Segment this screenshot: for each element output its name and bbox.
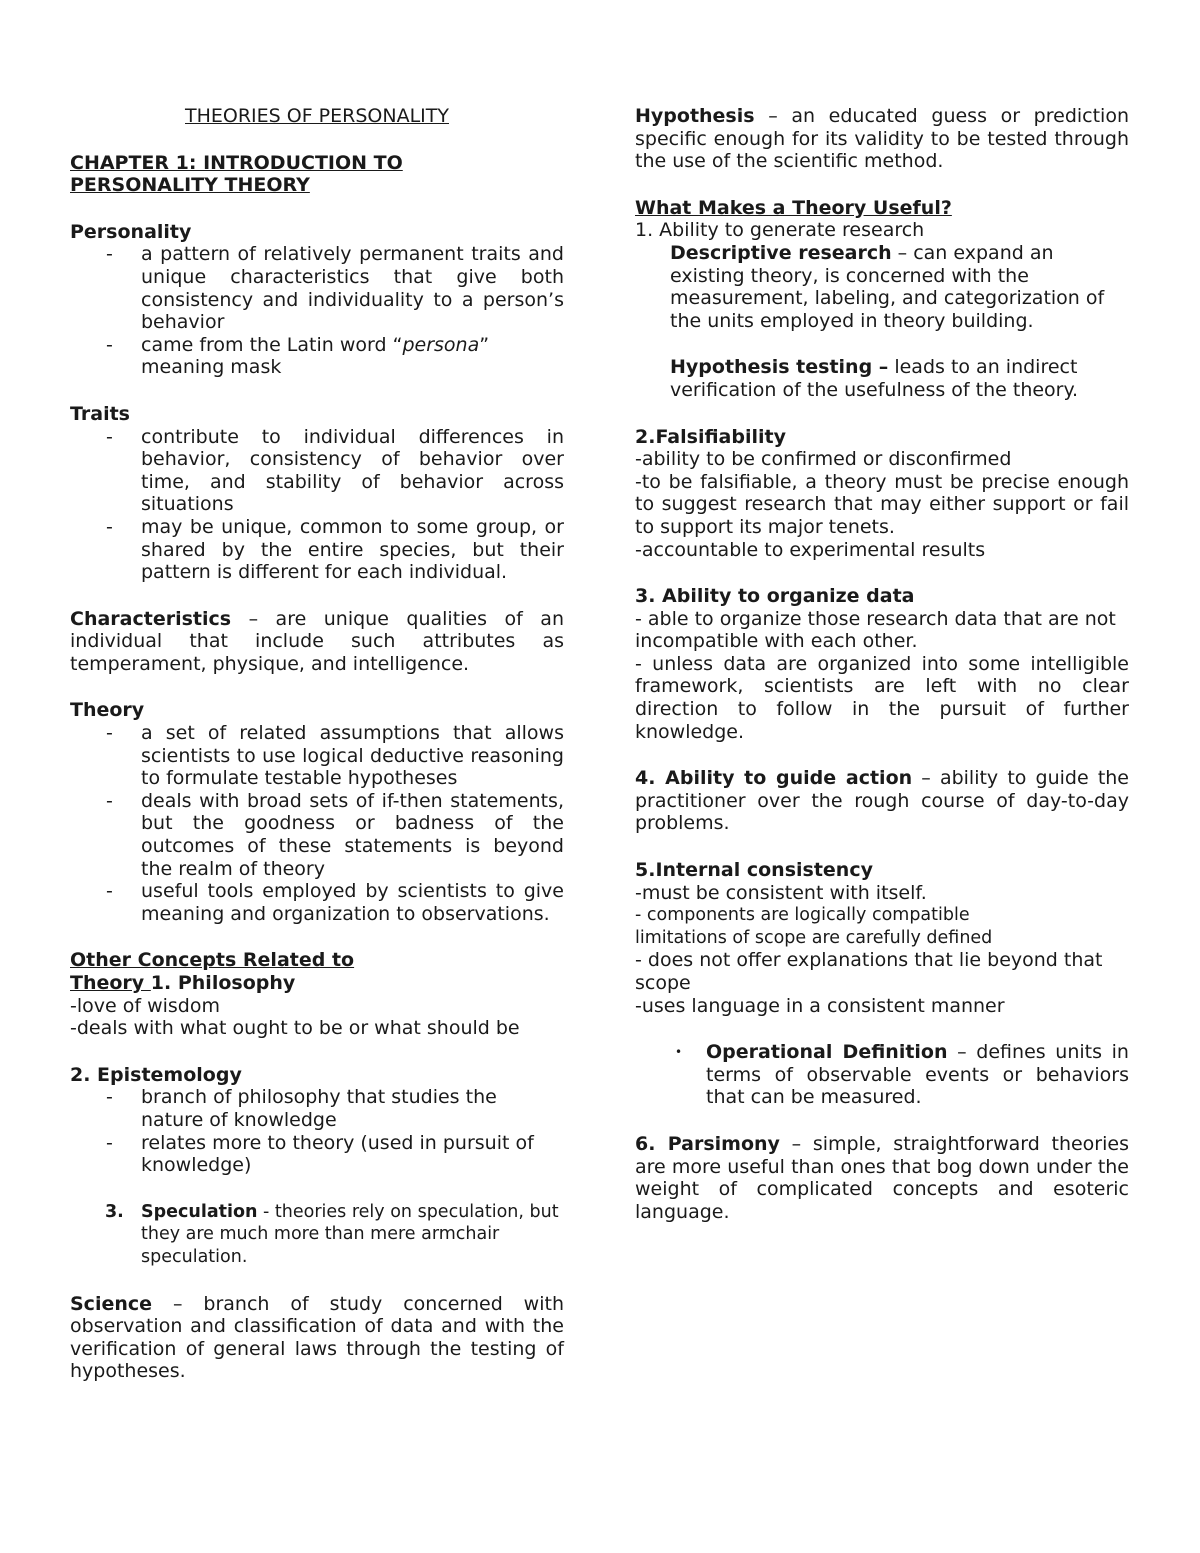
operational-term: Operational Definition xyxy=(706,1041,948,1064)
traits-list xyxy=(70,426,564,584)
parsimony: 6. Parsimony – simple, straightforward theories are more useful than ones that bog down under the weight of complicated concepts and esoteric language. xyxy=(635,1132,1129,1223)
operational-definition: • Operational Definition – defines units in terms of observable events or behaviors that can be measured. xyxy=(675,1041,1129,1109)
personality-list xyxy=(70,243,564,379)
internal-consistency-heading: 5.Internal consistency xyxy=(635,859,873,882)
theory-heading: Theory xyxy=(70,699,145,722)
chapter-heading-line1: CHAPTER 1: INTRODUCTION TO xyxy=(70,151,403,174)
organize-data-item: - able to organize those research data that are not incompatible with each other. xyxy=(635,607,1116,653)
falsifiability-item: -ability to be confirmed or disconfirmed xyxy=(635,448,1012,471)
list-item: - deals with broad sets of if-then statements, but the goodness or badness of the outcomes of these statements is beyond the realm of theory xyxy=(70,790,564,880)
philosophy-heading: 1. Philosophy xyxy=(150,972,296,994)
personality-heading: Personality xyxy=(70,220,192,243)
list-item: - came from the Latin word “persona” meaning mask xyxy=(70,334,564,379)
characteristics-term: Characteristics xyxy=(70,607,232,630)
descriptive-term: Descriptive research xyxy=(670,241,892,264)
bullet-icon: • xyxy=(675,1045,683,1060)
science-definition: Science – branch of study concerned with observation and classification of data and with the verification of general laws through the testing of hypotheses. xyxy=(70,1292,564,1383)
internal-consistency-item: - components are logically compatible xyxy=(635,905,970,926)
other-concepts-heading: Other Concepts Related to xyxy=(70,949,355,972)
traits-heading: Traits xyxy=(70,402,130,425)
useful-theory-heading: What Makes a Theory Useful? xyxy=(635,196,952,219)
list-item: - may be unique, common to some group, or shared by the entire species, but their pattern is different for each individual. xyxy=(70,516,564,584)
organize-data-item: - unless data are organized into some intelligible framework, scientists are left with no clear direction to follow in the pursuit of further knowledge. xyxy=(635,652,1129,743)
philosophy-item: -love of wisdom xyxy=(70,994,220,1017)
list-item: - contribute to individual differences in behavior, consistency of behavior over time, and stability of behavior across situations xyxy=(70,426,564,516)
hypothesis-definition: Hypothesis – an educated guess or prediction specific enough for its validity to be tested through the use of the scientific method. xyxy=(635,105,1129,173)
falsifiability-item: -accountable to experimental results xyxy=(635,538,986,561)
list-item: - branch of philosophy that studies the nature of knowledge xyxy=(70,1086,564,1131)
falsifiability-heading: 2.Falsifiability xyxy=(635,425,786,448)
theory-list xyxy=(70,722,564,925)
internal-consistency-item: -must be consistent with itself. xyxy=(635,881,927,904)
document-title: THEORIES OF PERSONALITY xyxy=(185,105,449,127)
organize-data-heading: 3. Ability to organize data xyxy=(635,585,915,608)
epistemology-heading: 2. Epistemology xyxy=(70,1063,242,1086)
ability-generate-research: 1. Ability to generate research xyxy=(635,219,925,242)
other-concepts-line2: Theory 1. Philosophy xyxy=(70,972,296,994)
parsimony-term: 6. Parsimony xyxy=(635,1132,780,1155)
hypothesis-term: Hypothesis xyxy=(635,105,755,127)
guide-action-term: 4. Ability to guide action xyxy=(635,767,913,790)
internal-consistency-item: limitations of scope are carefully defined xyxy=(635,927,993,948)
left-column xyxy=(70,105,564,1383)
philosophy-item: -deals with what ought to be or what should be xyxy=(70,1017,520,1040)
chapter-heading-line2: PERSONALITY THEORY xyxy=(70,174,310,197)
internal-consistency-item: -uses language in a consistent manner xyxy=(635,994,1005,1017)
characteristics-definition: Characteristics – are unique qualities of an individual that include such attributes as temperament, physique, and intelligence. xyxy=(70,607,564,675)
speculation-item: 3. Speculation - theories rely on speculation, but they are much more than mere armchair speculation. xyxy=(105,1201,559,1267)
hypothesis-testing-term: Hypothesis testing – xyxy=(670,356,889,379)
list-item: - relates more to theory (used in pursuit of knowledge) xyxy=(70,1132,564,1177)
internal-consistency-item: - does not offer explanations that lie beyond that scope xyxy=(635,949,1103,994)
falsifiability-item: -to be falsifiable, a theory must be precise enough to suggest research that may either support or fail to support its major tenets. xyxy=(635,470,1129,538)
speculation-term: Speculation xyxy=(141,1201,258,1222)
epistemology-list xyxy=(70,1086,564,1176)
list-item: - a set of related assumptions that allows scientists to use logical deductive reasoning to formulate testable hypotheses xyxy=(70,722,564,790)
list-item: - a pattern of relatively permanent traits and unique characteristics that give both consistency and individuality to a person’s behavior xyxy=(70,243,564,333)
hypothesis-testing: Hypothesis testing – leads to an indirect verification of the usefulness of the theory. xyxy=(670,356,1079,401)
list-item: - useful tools employed by scientists to give meaning and organization to observations. xyxy=(70,880,564,925)
right-column xyxy=(635,105,1129,1223)
descriptive-research: Descriptive research – can expand an existing theory, is concerned with the measurement, labeling, and categorization of the units employed in theory building. xyxy=(670,241,1105,332)
persona-word: persona xyxy=(402,333,480,356)
guide-action: 4. Ability to guide action – ability to guide the practitioner over the rough course of day-to-day problems. xyxy=(635,767,1129,835)
science-term: Science xyxy=(70,1292,153,1315)
